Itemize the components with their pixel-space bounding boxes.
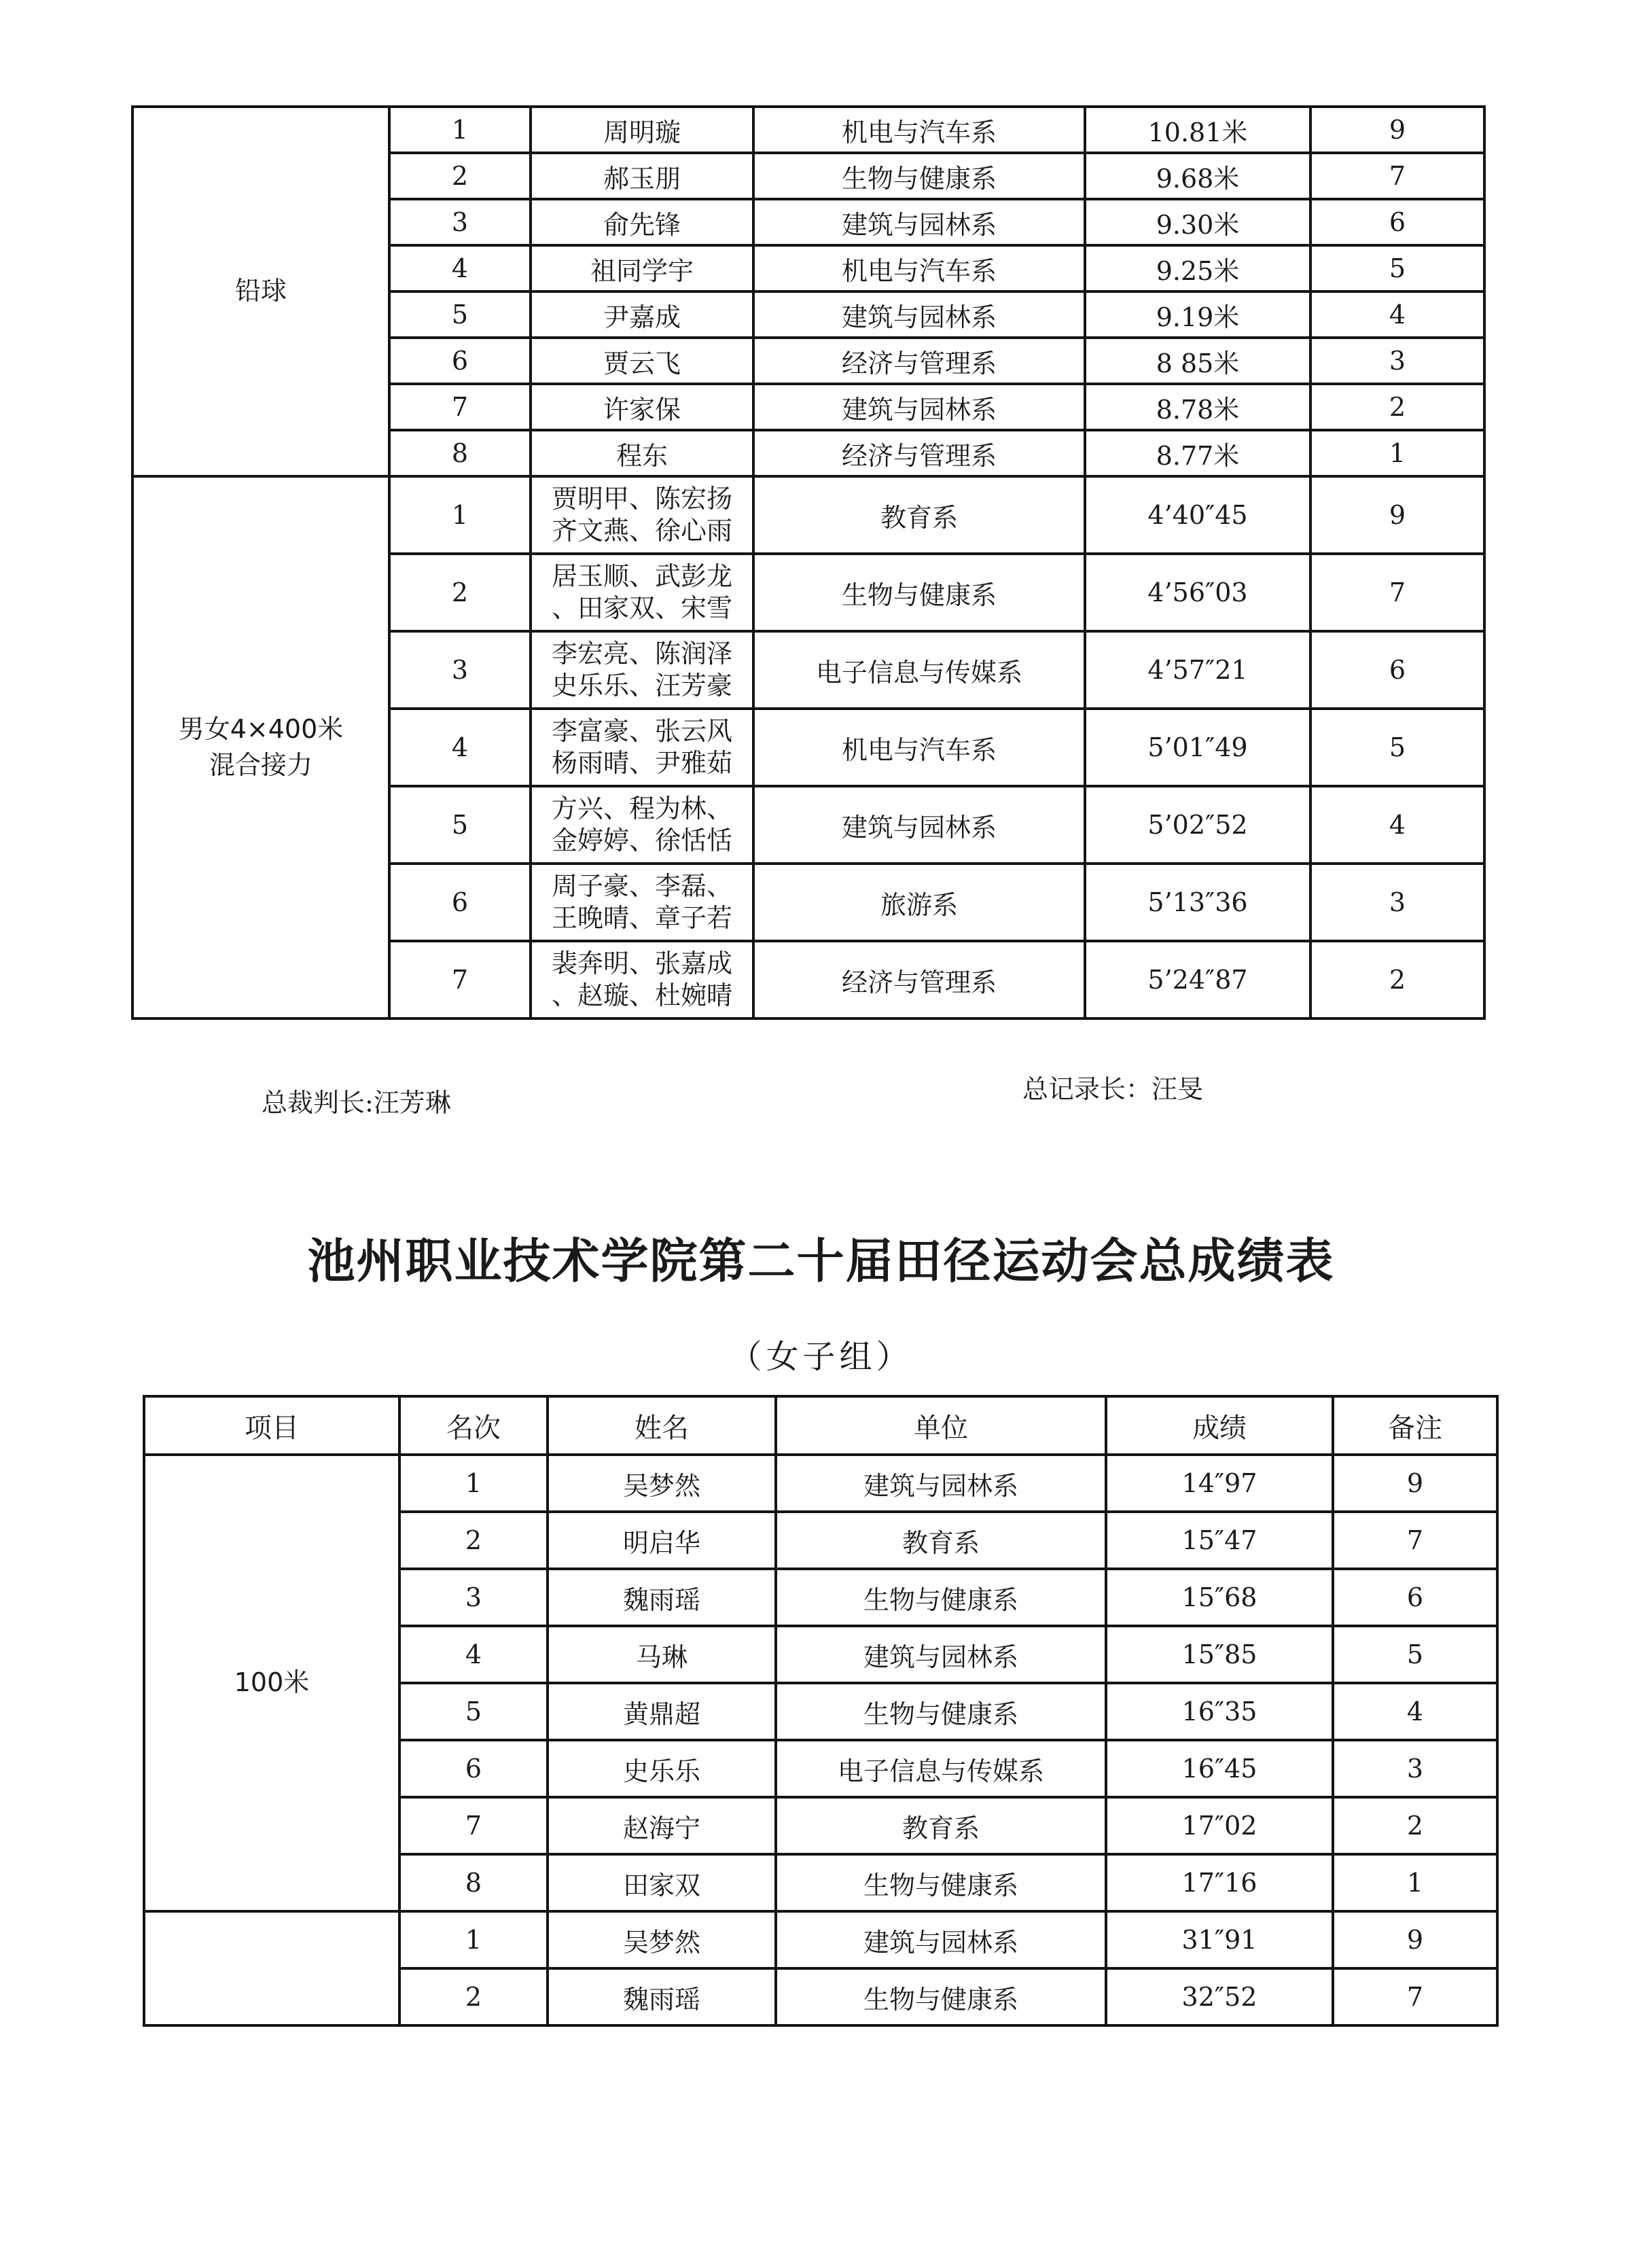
name-cell: 史乐乐 xyxy=(548,1740,776,1797)
points-cell: 1 xyxy=(1333,1854,1497,1911)
points-cell: 2 xyxy=(1310,384,1484,430)
team-names-line: 史乐乐、汪芳豪 xyxy=(551,671,732,701)
name-cell xyxy=(531,941,753,1018)
points-cell: 5 xyxy=(1310,709,1484,786)
rank-cell: 4 xyxy=(389,709,531,786)
chief-recorder-signature: 总记录长：汪旻 xyxy=(1022,1074,1204,1104)
header-result: 成绩 xyxy=(1106,1396,1333,1455)
result-cell: 4’40″45 xyxy=(1085,476,1310,554)
rank-cell: 6 xyxy=(389,338,531,384)
rank-cell: 3 xyxy=(389,631,531,709)
name-cell xyxy=(531,864,753,941)
points-cell: 7 xyxy=(1333,1968,1497,2025)
team-names-line: 齐文燕、徐心雨 xyxy=(551,516,732,546)
unit-cell: 旅游系 xyxy=(753,864,1085,941)
name-cell: 魏雨瑶 xyxy=(548,1968,776,2025)
result-cell: 8.78米 xyxy=(1085,384,1310,430)
page-subtitle: （女子组） xyxy=(729,1338,913,1376)
unit-cell: 生物与健康系 xyxy=(776,1968,1106,2025)
rank-cell: 7 xyxy=(389,941,531,1018)
unit-cell: 建筑与园林系 xyxy=(776,1626,1106,1683)
name-cell: 田家双 xyxy=(548,1854,776,1911)
rank-cell: 6 xyxy=(389,864,531,941)
unit-cell: 电子信息与传媒系 xyxy=(776,1740,1106,1797)
unit-cell: 机电与汽车系 xyxy=(753,709,1085,786)
result-cell: 14″97 xyxy=(1106,1455,1333,1512)
header-event: 项目 xyxy=(144,1396,399,1455)
table-row xyxy=(132,476,1484,554)
name-cell: 贾云飞 xyxy=(531,338,753,384)
results-table-upper xyxy=(131,105,1486,1020)
results-table-women xyxy=(143,1395,1499,2027)
unit-cell: 教育系 xyxy=(776,1512,1106,1569)
result-cell: 5’01″49 xyxy=(1085,709,1310,786)
team-names-line: 李宏亮、陈润泽 xyxy=(551,638,732,669)
result-cell: 31″91 xyxy=(1106,1911,1333,1968)
rank-cell: 6 xyxy=(399,1740,548,1797)
unit-cell: 教育系 xyxy=(776,1797,1106,1854)
rank-cell: 5 xyxy=(389,291,531,338)
rank-cell: 4 xyxy=(399,1626,548,1683)
result-cell: 8.77米 xyxy=(1085,430,1310,476)
name-cell: 明启华 xyxy=(548,1512,776,1569)
rank-cell: 5 xyxy=(399,1683,548,1740)
team-names-line: 金婷婷、徐恬恬 xyxy=(551,826,732,855)
unit-cell: 机电与汽车系 xyxy=(753,107,1085,153)
table-row xyxy=(144,1455,1497,1512)
result-cell: 5’02″52 xyxy=(1085,786,1310,864)
unit-cell: 建筑与园林系 xyxy=(776,1455,1106,1512)
name-cell xyxy=(531,554,753,631)
rank-cell: 8 xyxy=(399,1854,548,1911)
name-cell: 赵海宁 xyxy=(548,1797,776,1854)
header-notes: 备注 xyxy=(1333,1396,1497,1455)
header-unit: 单位 xyxy=(776,1396,1106,1455)
team-names-line: 王晚晴、章子若 xyxy=(551,903,732,933)
event-line: 混合接力 xyxy=(209,750,313,780)
rank-cell: 7 xyxy=(389,384,531,430)
points-cell: 9 xyxy=(1310,107,1484,153)
team-names-line: 方兴、程为林、 xyxy=(551,793,732,823)
unit-cell: 电子信息与传媒系 xyxy=(753,631,1085,709)
result-cell: 32″52 xyxy=(1106,1968,1333,2025)
points-cell: 3 xyxy=(1310,338,1484,384)
points-cell: 9 xyxy=(1333,1911,1497,1968)
event-cell xyxy=(132,476,389,1018)
points-cell: 6 xyxy=(1310,199,1484,245)
rank-cell: 1 xyxy=(389,107,531,153)
result-cell: 9.25米 xyxy=(1085,245,1310,291)
unit-cell: 生物与健康系 xyxy=(776,1569,1106,1626)
points-cell: 5 xyxy=(1333,1626,1497,1683)
unit-cell: 机电与汽车系 xyxy=(753,245,1085,291)
result-cell: 15″68 xyxy=(1106,1569,1333,1626)
team-names-line: 、田家双、宋雪 xyxy=(551,593,732,623)
rank-cell: 2 xyxy=(389,554,531,631)
unit-cell: 生物与健康系 xyxy=(776,1854,1106,1911)
name-cell xyxy=(531,631,753,709)
name-cell: 吴梦然 xyxy=(548,1455,776,1512)
team-names-line: 贾明甲、陈宏扬 xyxy=(551,483,732,514)
event-line: 男女4×400米 xyxy=(178,713,344,744)
rank-cell: 2 xyxy=(389,153,531,199)
team-names-line: 居玉顺、武彭龙 xyxy=(551,561,732,591)
header-name: 姓名 xyxy=(548,1396,776,1455)
name-cell: 吴梦然 xyxy=(548,1911,776,1968)
result-cell: 10.81米 xyxy=(1085,107,1310,153)
rank-cell: 4 xyxy=(389,245,531,291)
points-cell: 3 xyxy=(1333,1740,1497,1797)
result-cell: 4’57″21 xyxy=(1085,631,1310,709)
result-cell: 8 85米 xyxy=(1085,338,1310,384)
result-cell: 16″45 xyxy=(1106,1740,1333,1797)
table-row xyxy=(132,107,1484,153)
result-cell: 17″02 xyxy=(1106,1797,1333,1854)
points-cell: 7 xyxy=(1310,554,1484,631)
result-cell: 15″47 xyxy=(1106,1512,1333,1569)
rank-cell: 2 xyxy=(399,1512,548,1569)
unit-cell: 生物与健康系 xyxy=(753,554,1085,631)
rank-cell: 5 xyxy=(389,786,531,864)
result-cell: 4’56″03 xyxy=(1085,554,1310,631)
name-cell: 马琳 xyxy=(548,1626,776,1683)
unit-cell: 经济与管理系 xyxy=(753,430,1085,476)
name-cell: 俞先锋 xyxy=(531,199,753,245)
event-cell: 100米 xyxy=(144,1455,399,1911)
unit-cell: 生物与健康系 xyxy=(753,153,1085,199)
name-cell: 郝玉朋 xyxy=(531,153,753,199)
name-cell xyxy=(531,786,753,864)
table-row xyxy=(144,1911,1497,1968)
name-cell: 黄鼎超 xyxy=(548,1683,776,1740)
rank-cell: 3 xyxy=(399,1569,548,1626)
unit-cell: 教育系 xyxy=(753,476,1085,554)
result-cell: 16″35 xyxy=(1106,1683,1333,1740)
result-cell: 15″85 xyxy=(1106,1626,1333,1683)
points-cell: 6 xyxy=(1310,631,1484,709)
points-cell: 5 xyxy=(1310,245,1484,291)
result-cell: 9.30米 xyxy=(1085,199,1310,245)
name-cell: 祖同学宇 xyxy=(531,245,753,291)
event-cell: 铅球 xyxy=(132,107,389,476)
name-cell xyxy=(531,709,753,786)
rank-cell: 2 xyxy=(399,1968,548,2025)
points-cell: 4 xyxy=(1310,291,1484,338)
team-names-line: 杨雨晴、尹雅茹 xyxy=(551,748,732,778)
team-names-line: 李富豪、张云风 xyxy=(551,715,732,746)
name-cell: 许家保 xyxy=(531,384,753,430)
rank-cell: 3 xyxy=(389,199,531,245)
chief-referee-signature: 总裁判长:汪芳琳 xyxy=(262,1088,451,1118)
unit-cell: 生物与健康系 xyxy=(776,1683,1106,1740)
unit-cell: 建筑与园林系 xyxy=(753,199,1085,245)
points-cell: 2 xyxy=(1333,1797,1497,1854)
result-cell: 17″16 xyxy=(1106,1854,1333,1911)
points-cell: 7 xyxy=(1333,1512,1497,1569)
unit-cell: 经济与管理系 xyxy=(753,338,1085,384)
rank-cell: 1 xyxy=(399,1911,548,1968)
unit-cell: 建筑与园林系 xyxy=(753,291,1085,338)
unit-cell: 经济与管理系 xyxy=(753,941,1085,1018)
points-cell: 4 xyxy=(1310,786,1484,864)
rank-cell: 1 xyxy=(389,476,531,554)
points-cell: 3 xyxy=(1310,864,1484,941)
page-title: 池州职业技术学院第二十届田径运动会总成绩表 xyxy=(307,1233,1335,1289)
name-cell: 周明璇 xyxy=(531,107,753,153)
result-cell: 5’24″87 xyxy=(1085,941,1310,1018)
points-cell: 4 xyxy=(1333,1683,1497,1740)
event-cell xyxy=(144,1911,399,2025)
result-cell: 5’13″36 xyxy=(1085,864,1310,941)
result-cell: 9.19米 xyxy=(1085,291,1310,338)
points-cell: 6 xyxy=(1333,1569,1497,1626)
rank-cell: 7 xyxy=(399,1797,548,1854)
name-cell xyxy=(531,476,753,554)
table-header-row xyxy=(144,1396,1497,1455)
rank-cell: 1 xyxy=(399,1455,548,1512)
name-cell: 魏雨瑶 xyxy=(548,1569,776,1626)
unit-cell: 建筑与园林系 xyxy=(753,786,1085,864)
points-cell: 9 xyxy=(1333,1455,1497,1512)
points-cell: 2 xyxy=(1310,941,1484,1018)
rank-cell: 8 xyxy=(389,430,531,476)
header-rank: 名次 xyxy=(399,1396,548,1455)
points-cell: 7 xyxy=(1310,153,1484,199)
name-cell: 尹嘉成 xyxy=(531,291,753,338)
team-names-line: 裴奔明、张嘉成 xyxy=(551,948,732,978)
team-names-line: 、赵璇、杜婉晴 xyxy=(551,980,732,1010)
points-cell: 9 xyxy=(1310,476,1484,554)
name-cell: 程东 xyxy=(531,430,753,476)
team-names-line: 周子豪、李磊、 xyxy=(551,870,732,901)
result-cell: 9.68米 xyxy=(1085,153,1310,199)
unit-cell: 建筑与园林系 xyxy=(776,1911,1106,1968)
points-cell: 1 xyxy=(1310,430,1484,476)
unit-cell: 建筑与园林系 xyxy=(753,384,1085,430)
